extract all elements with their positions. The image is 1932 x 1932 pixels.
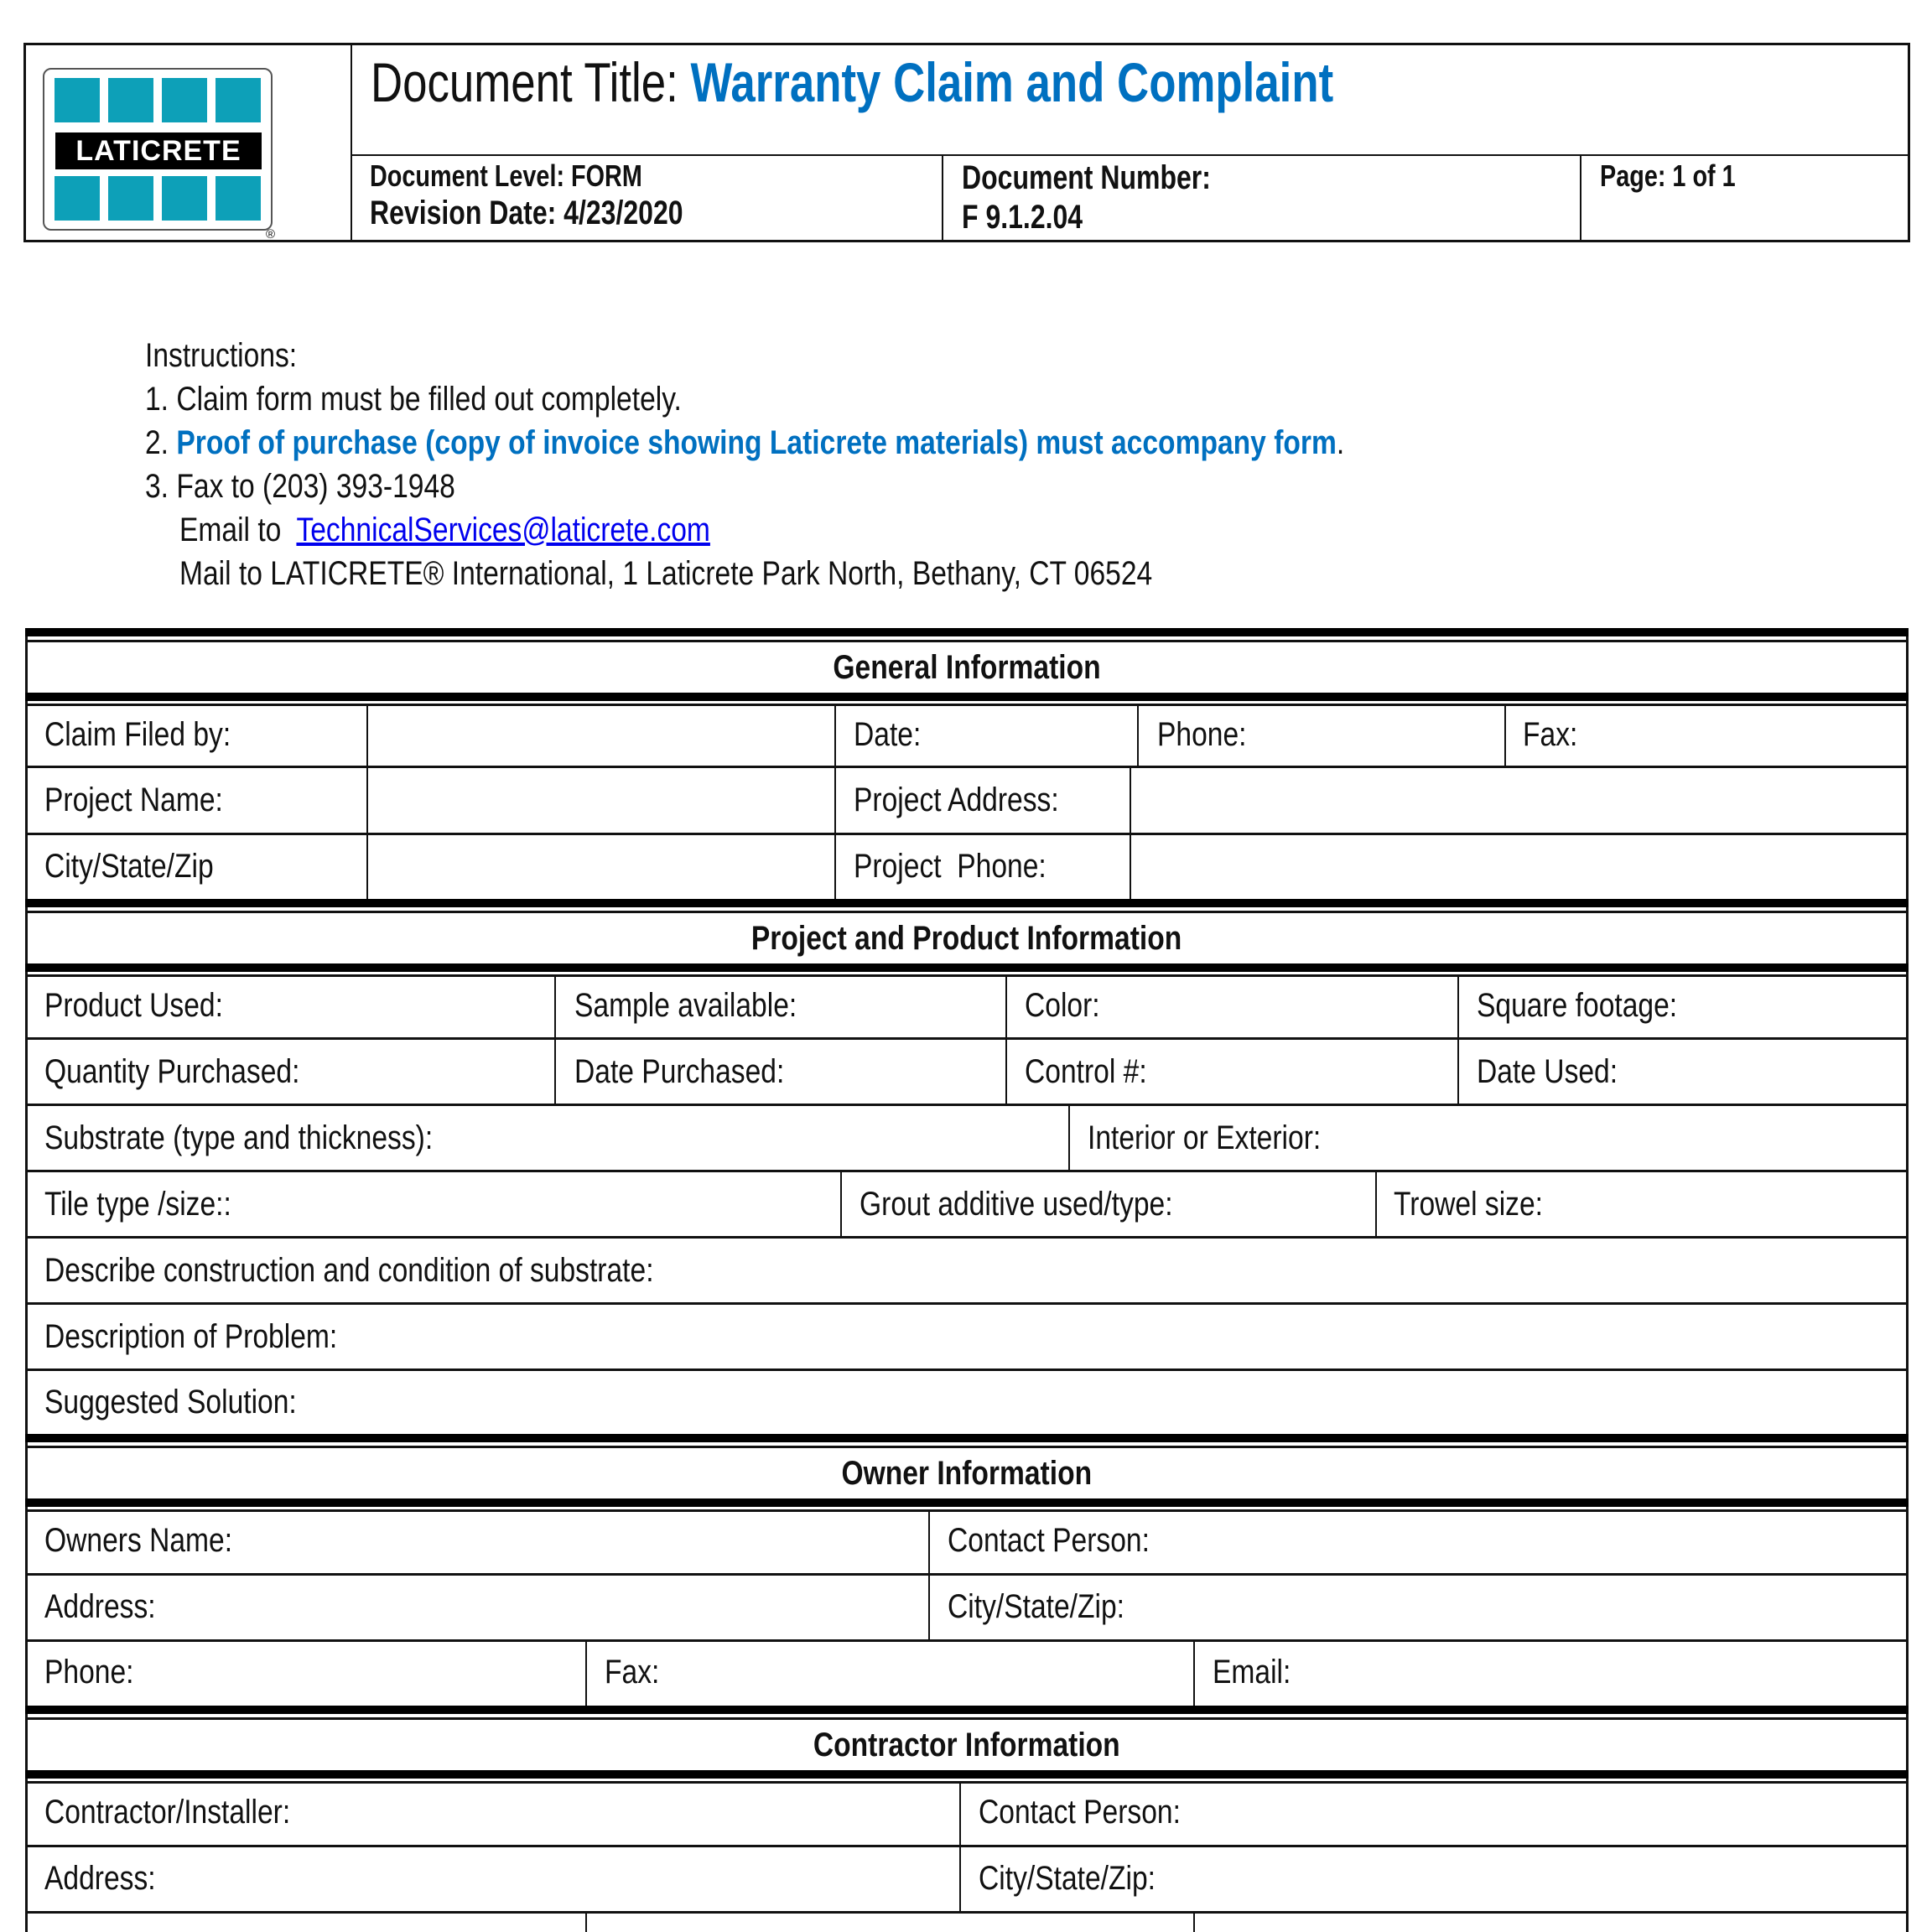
header-divider bbox=[351, 154, 1910, 156]
square-footage-field[interactable]: Square footage: bbox=[1477, 987, 1678, 1024]
logo-tile bbox=[216, 176, 261, 221]
contractor-city-state-zip-field[interactable]: City/State/Zip: bbox=[979, 1860, 1156, 1897]
column-divider bbox=[840, 1172, 842, 1236]
registered-mark: ® bbox=[266, 227, 276, 242]
suggested-solution-field[interactable]: Suggested Solution: bbox=[44, 1384, 297, 1420]
column-divider bbox=[1193, 1914, 1195, 1932]
section-rule bbox=[25, 1509, 1909, 1512]
city-state-zip-label: City/State/Zip bbox=[44, 848, 214, 885]
contractor-installer-field[interactable]: Contractor/Installer: bbox=[44, 1794, 291, 1831]
section-title-contractor: Contractor Information bbox=[813, 1727, 1120, 1763]
section-rule bbox=[25, 1498, 1909, 1507]
logo-tile bbox=[162, 176, 207, 221]
title-value: Warranty Claim and Complaint bbox=[690, 51, 1334, 113]
page-number: Page: 1 of 1 bbox=[1600, 158, 1736, 193]
column-divider bbox=[585, 1914, 587, 1932]
project-phone-label: Project Phone: bbox=[854, 848, 1046, 885]
date-field[interactable]: Date: bbox=[854, 716, 922, 753]
grout-additive-field[interactable]: Grout additive used/type: bbox=[860, 1186, 1173, 1223]
laticrete-logo bbox=[43, 68, 273, 231]
section-rule bbox=[25, 628, 1909, 636]
row-divider bbox=[25, 1368, 1909, 1371]
instruction-number: 2. bbox=[145, 424, 177, 461]
row-divider bbox=[25, 1037, 1909, 1040]
section-rule bbox=[25, 963, 1909, 972]
logo-tile bbox=[216, 78, 261, 122]
product-used-field[interactable]: Product Used: bbox=[44, 987, 223, 1024]
column-divider bbox=[834, 706, 836, 901]
date-used-field[interactable]: Date Used: bbox=[1477, 1053, 1618, 1090]
column-divider bbox=[1130, 768, 1131, 901]
section-title-owner: Owner Information bbox=[841, 1455, 1093, 1492]
control-number-field[interactable]: Control #: bbox=[1025, 1053, 1147, 1090]
claim-filed-by-field[interactable] bbox=[369, 706, 834, 766]
section-rule bbox=[25, 974, 1909, 977]
column-divider bbox=[928, 1512, 930, 1639]
column-divider bbox=[585, 1642, 587, 1707]
header-divider bbox=[351, 43, 352, 242]
owner-fax-field[interactable]: Fax: bbox=[605, 1654, 660, 1690]
section-rule bbox=[25, 1781, 1909, 1784]
instruction-email bbox=[179, 508, 710, 552]
color-field[interactable]: Color: bbox=[1025, 987, 1100, 1024]
claim-filed-by-label: Claim Filed by: bbox=[44, 716, 231, 753]
document-number-label: Document Number: bbox=[962, 159, 1211, 196]
project-name-field[interactable] bbox=[369, 768, 834, 833]
logo-tile bbox=[162, 78, 207, 122]
row-divider bbox=[25, 1104, 1909, 1106]
section-rule bbox=[25, 899, 1909, 907]
contractor-contact-person-field[interactable]: Contact Person: bbox=[979, 1794, 1181, 1831]
owners-name-field[interactable]: Owners Name: bbox=[44, 1522, 233, 1559]
section-rule bbox=[25, 704, 1909, 706]
proof-of-purchase-note: Proof of purchase (copy of invoice showing Laticrete materials) must accompany form bbox=[176, 424, 1337, 461]
quantity-purchased-field[interactable]: Quantity Purchased: bbox=[44, 1053, 300, 1090]
contractor-address-field[interactable]: Address: bbox=[44, 1860, 156, 1897]
section-rule bbox=[25, 1434, 1909, 1442]
column-divider bbox=[1375, 1172, 1377, 1236]
project-address-field[interactable] bbox=[1132, 768, 1906, 833]
column-divider bbox=[1457, 977, 1459, 1104]
project-name-label: Project Name: bbox=[44, 782, 223, 818]
fax-field[interactable]: Fax: bbox=[1523, 716, 1578, 753]
revision-date: Revision Date: 4/23/2020 bbox=[370, 195, 683, 231]
owner-phone-field[interactable]: Phone: bbox=[44, 1654, 134, 1690]
instruction-period: . bbox=[1336, 424, 1345, 461]
sample-available-field[interactable]: Sample available: bbox=[574, 987, 797, 1024]
document-level: Document Level: FORM bbox=[370, 158, 642, 193]
instructions-heading: Instructions: bbox=[145, 337, 298, 374]
section-title-project-product: Project and Product Information bbox=[751, 920, 1182, 957]
project-phone-field[interactable] bbox=[1132, 835, 1906, 899]
owner-email-field[interactable]: Email: bbox=[1213, 1654, 1291, 1690]
owner-address-field[interactable]: Address: bbox=[44, 1588, 156, 1625]
owner-contact-person-field[interactable]: Contact Person: bbox=[948, 1522, 1150, 1559]
column-divider bbox=[1504, 706, 1506, 766]
tile-type-field[interactable]: Tile type /size:: bbox=[44, 1186, 231, 1223]
document-title bbox=[371, 49, 1333, 116]
header-divider bbox=[942, 154, 943, 242]
document-number-value: F 9.1.2.04 bbox=[962, 199, 1083, 236]
instruction-item: 3. Fax to (203) 393-1948 bbox=[145, 468, 455, 505]
instruction-item: 1. Claim form must be filled out completely. bbox=[145, 381, 682, 418]
instruction-mail: Mail to LATICRETE® International, 1 Laticrete Park North, Bethany, CT 06524 bbox=[179, 555, 1153, 592]
column-divider bbox=[1068, 1106, 1070, 1170]
project-address-label: Project Address: bbox=[854, 782, 1059, 818]
phone-field[interactable]: Phone: bbox=[1157, 716, 1247, 753]
column-divider bbox=[554, 977, 556, 1104]
header-divider bbox=[1580, 154, 1581, 242]
section-rule bbox=[25, 693, 1909, 701]
logo-tile bbox=[55, 78, 100, 122]
column-divider bbox=[959, 1784, 961, 1911]
logo-wordmark: LATICRETE bbox=[55, 132, 262, 169]
row-divider bbox=[25, 1639, 1909, 1642]
section-rule bbox=[25, 1706, 1909, 1714]
row-divider bbox=[25, 1236, 1909, 1239]
section-title-general: General Information bbox=[833, 649, 1101, 686]
interior-exterior-field[interactable]: Interior or Exterior: bbox=[1088, 1119, 1322, 1156]
logo-tile bbox=[108, 78, 153, 122]
row-divider bbox=[25, 1302, 1909, 1305]
email-prefix: Email to bbox=[179, 512, 297, 548]
row-divider bbox=[25, 1573, 1909, 1576]
column-divider bbox=[366, 706, 368, 901]
row-divider bbox=[25, 1845, 1909, 1847]
title-label: Document Title: bbox=[371, 51, 678, 113]
describe-substrate-field[interactable]: Describe construction and condition of substrate: bbox=[44, 1252, 654, 1289]
trowel-size-field[interactable]: Trowel size: bbox=[1394, 1186, 1544, 1223]
description-of-problem-field[interactable]: Description of Problem: bbox=[44, 1318, 338, 1355]
column-divider bbox=[1137, 706, 1139, 766]
row-divider bbox=[25, 1170, 1909, 1172]
column-divider bbox=[1193, 1642, 1195, 1707]
instruction-item bbox=[145, 421, 1344, 465]
section-rule bbox=[25, 1770, 1909, 1779]
row-divider bbox=[25, 1911, 1909, 1914]
logo-tile bbox=[55, 176, 100, 221]
substrate-field[interactable]: Substrate (type and thickness): bbox=[44, 1119, 434, 1156]
date-purchased-field[interactable]: Date Purchased: bbox=[574, 1053, 785, 1090]
email-link[interactable]: TechnicalServices@laticrete.com bbox=[296, 512, 710, 548]
column-divider bbox=[1005, 977, 1007, 1104]
city-state-zip-field[interactable] bbox=[369, 835, 834, 899]
logo-tile bbox=[108, 176, 153, 221]
owner-city-state-zip-field[interactable]: City/State/Zip: bbox=[948, 1588, 1125, 1625]
